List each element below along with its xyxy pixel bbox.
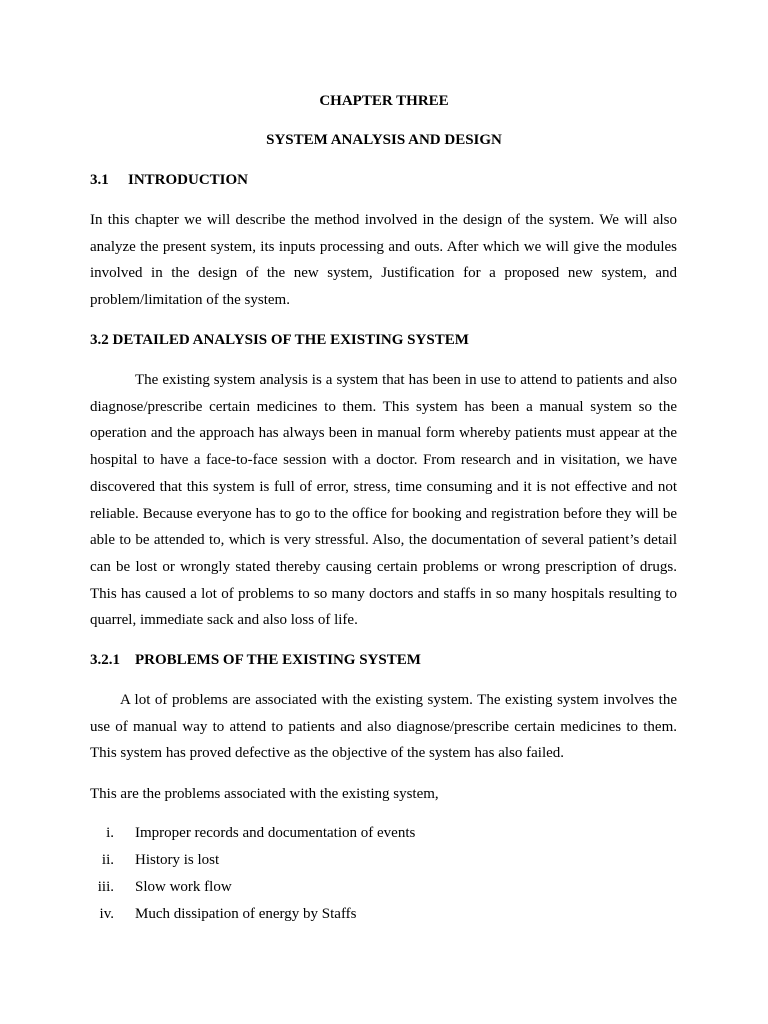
list-item-number: iv. (99, 906, 114, 922)
list-intro: This are the problems associated with the existing system, (90, 786, 439, 802)
list-item (90, 877, 590, 897)
list-item (90, 850, 590, 870)
list-item (90, 823, 590, 843)
list-item-text: History is lost (135, 852, 220, 868)
section-title: PROBLEMS OF THE EXISTING SYSTEM (135, 652, 421, 668)
section-number: 3.1 (90, 172, 109, 188)
list-item-number: ii. (101, 852, 114, 868)
chapter-heading: CHAPTER THREE (319, 93, 449, 109)
section-heading-3-2-1 (90, 652, 677, 669)
list-item-number: iii. (97, 879, 114, 895)
list-item-text: Much dissipation of energy by Staffs (135, 906, 357, 922)
analysis-paragraph: The existing system analysis is a system that has been in use to attend to patients and also diagnose/prescribe certain medicines to them. This system has been a manual system so the operation and the approach has always been in manual form whereby patients must appear at the hospital to have a face-to-face session with a doctor. From research and in visitation, we have discovered that this system is full of error, stress, time consuming and it is not effective and not reliable. Because everyone has to go to the office for booking and registration before they will be able to be attended to, which is very stressful. Also, the documentation of several patient’s detail can be lost or wrongly stated thereby causing certain problems or wrong prescription of drugs. This has caused a lot of problems to so many doctors and staffs in so many hospitals resulting to quarrel, immediate sack and also loss of life. (90, 372, 677, 629)
intro-paragraph: In this chapter we will describe the method involved in the design of the system. We will also analyze the present system, its inputs processing and outs. After which we will give the modules involved in the design of the new system, Justification for a proposed new system, and problem/limitation of the system. (90, 212, 677, 309)
section-number: 3.2.1 (90, 652, 120, 668)
section-title: INTRODUCTION (128, 172, 249, 188)
section-heading-3-2: 3.2 DETAILED ANALYSIS OF THE EXISTING SYSTEM (90, 332, 469, 348)
chapter-title: SYSTEM ANALYSIS AND DESIGN (266, 132, 502, 148)
list-item-text: Slow work flow (135, 879, 232, 895)
section-heading-3-1 (90, 172, 677, 189)
list-item-number: i. (106, 825, 114, 841)
list-item-text: Improper records and documentation of events (135, 825, 416, 841)
problems-paragraph: A lot of problems are associated with the existing system. The existing system involves the use of manual way to attend to patients and also diagnose/prescribe certain medicines to them. This system has proved defective as the objective of the system has also failed. (90, 692, 677, 762)
list-item (90, 904, 590, 924)
